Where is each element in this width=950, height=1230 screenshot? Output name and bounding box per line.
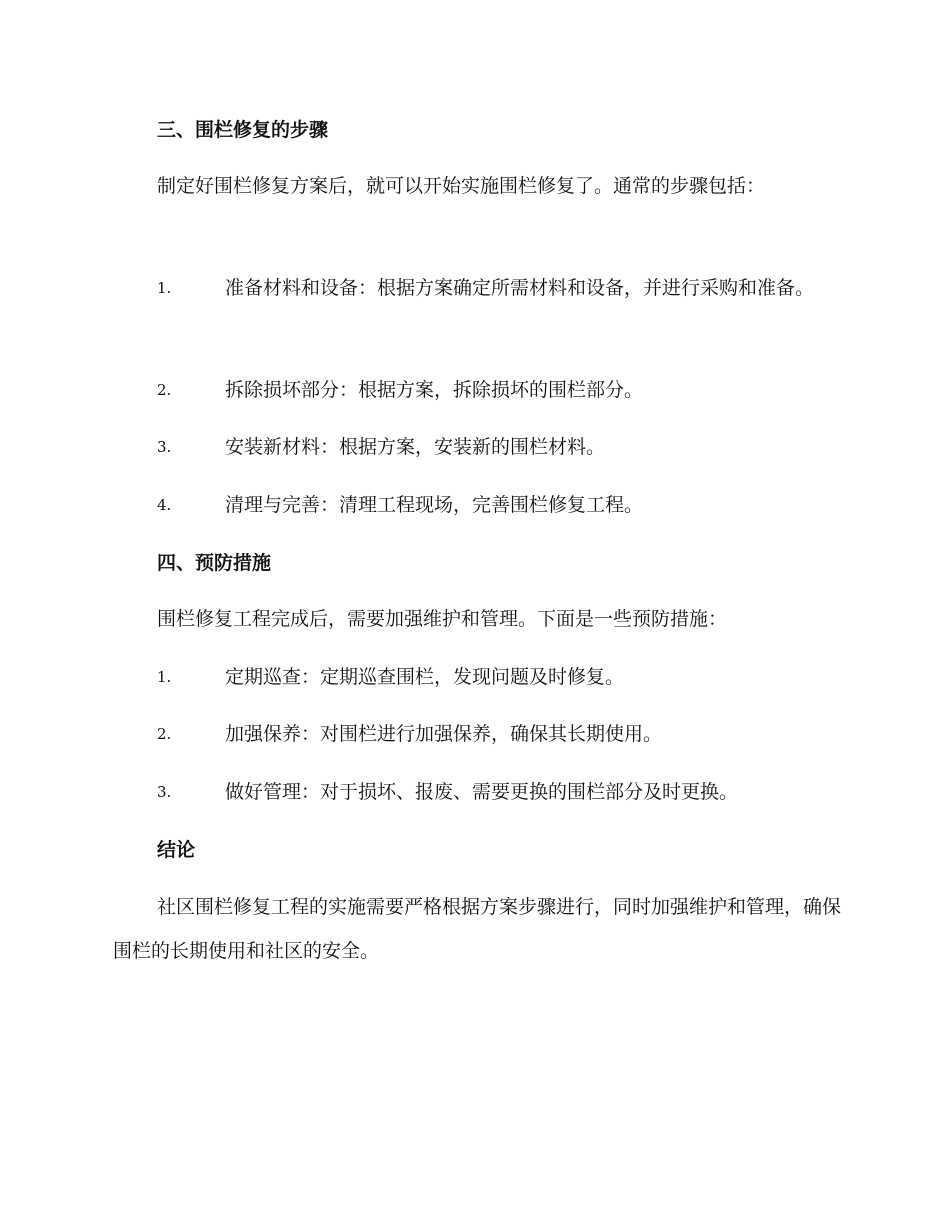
list-item-text: 加强保养：对围栏进行加强保养，确保其长期使用。 <box>225 723 663 745</box>
steps-list-item <box>113 266 843 310</box>
list-item-text: 定期巡查：定期巡查围栏，发现问题及时修复。 <box>225 666 625 688</box>
list-number: 1. <box>157 668 172 686</box>
list-number: 1. <box>157 279 172 297</box>
prevention-list-item <box>113 770 843 814</box>
steps-intro-paragraph: 制定好围栏修复方案后，就可以开始实施围栏修复了。通常的步骤包括： <box>157 175 766 197</box>
prevention-list-item <box>113 655 843 699</box>
prevention-intro-paragraph: 围栏修复工程完成后，需要加强维护和管理。下面是一些预防措施： <box>157 608 728 630</box>
steps-list-item <box>113 425 843 469</box>
list-item-text: 做好管理：对于损坏、报废、需要更换的围栏部分及时更换。 <box>225 781 739 803</box>
list-number: 4. <box>157 496 172 514</box>
list-number: 3. <box>157 783 172 801</box>
steps-list-item <box>113 368 843 412</box>
section-heading-prevention: 四、预防措施 <box>157 552 272 574</box>
section-heading-conclusion: 结论 <box>157 839 196 861</box>
list-item-text: 清理与完善：清理工程现场，完善围栏修复工程。 <box>225 494 644 516</box>
steps-list-item <box>113 483 843 527</box>
list-item-text: 安装新材料：根据方案，安装新的围栏材料。 <box>225 436 606 458</box>
section-heading-steps: 三、围栏修复的步骤 <box>157 119 329 141</box>
prevention-list-item <box>113 712 843 756</box>
conclusion-paragraph: 社区围栏修复工程的实施需要严格根据方案步骤进行，同时加强维护和管理，确保围栏的长期使用和社区的安全。 <box>113 896 842 962</box>
list-number: 3. <box>157 438 172 456</box>
list-number: 2. <box>157 725 172 743</box>
list-item-text: 拆除损坏部分：根据方案，拆除损坏的围栏部分。 <box>225 379 644 401</box>
list-number: 2. <box>157 381 172 399</box>
list-item-text: 准备材料和设备：根据方案确定所需材料和设备，并进行采购和准备。 <box>225 277 815 299</box>
